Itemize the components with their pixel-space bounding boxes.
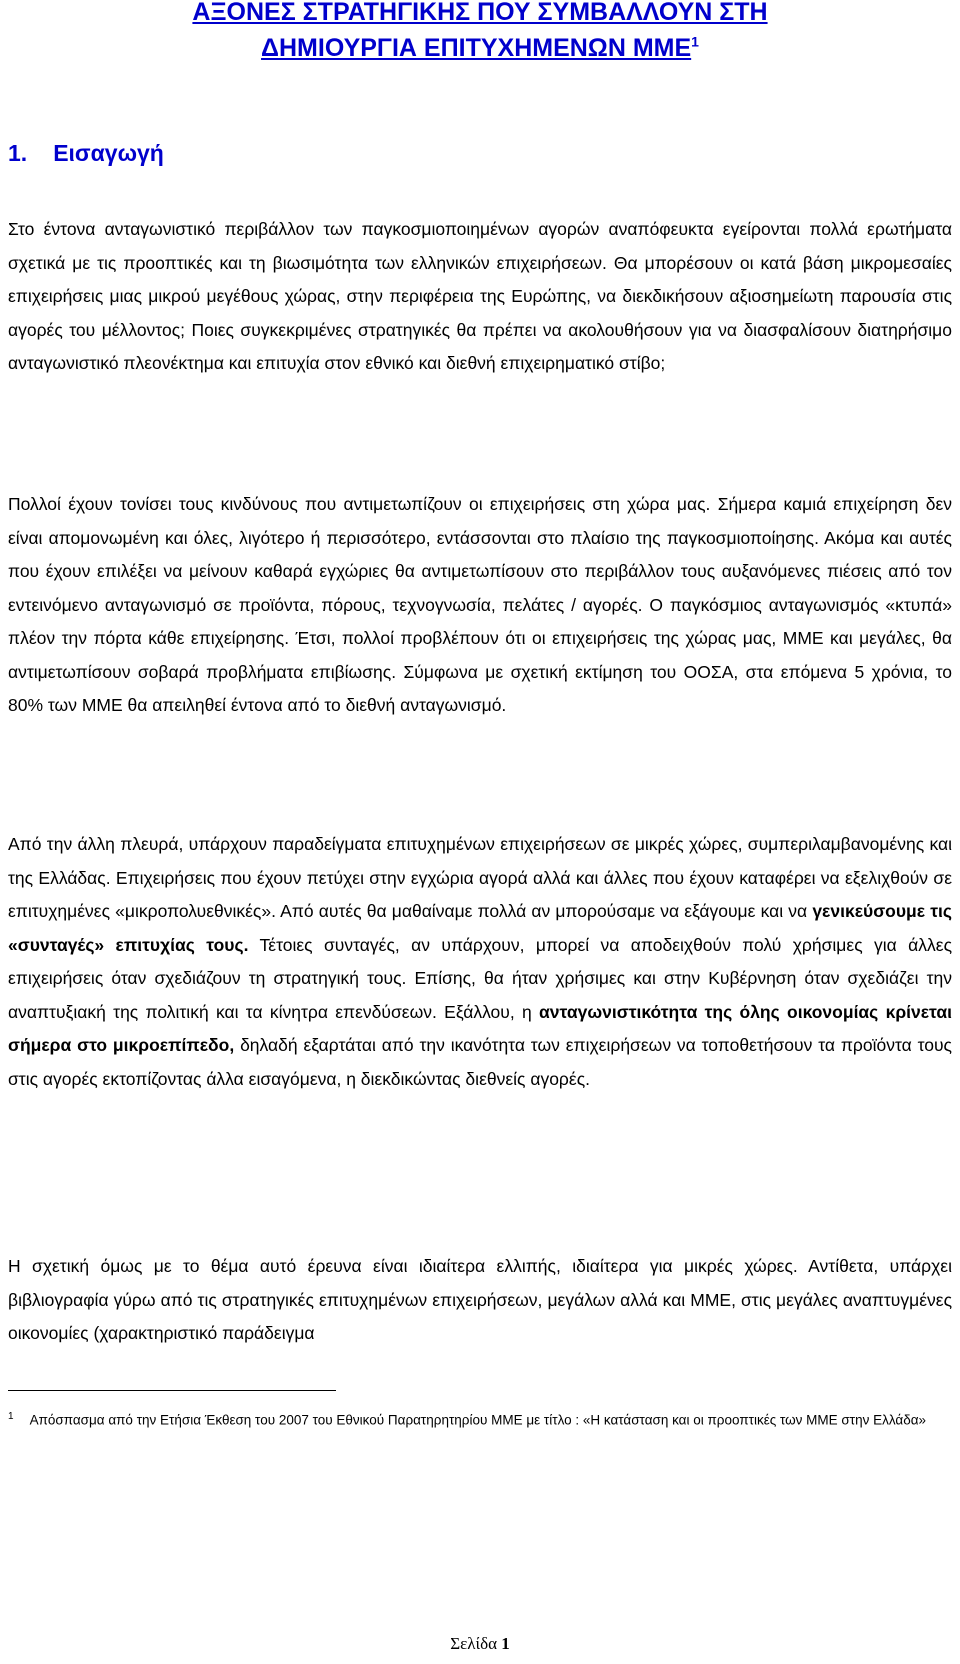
page-number-value: 1 [501,1634,510,1653]
section-number: 1. [8,140,28,166]
paragraph-text: δηλαδή εξαρτάται από την ικανότητα των επιχειρήσεων να τοποθετήσουν τα προϊόντα τους στις αγορές εκτοπίζοντας άλλα εισαγόμενα, η διεκδικώντας διεθνείς αγορές. [8,1035,952,1089]
section-title: Εισαγωγή [53,140,164,166]
title-line-2: ΔΗΜΙΟΥΡΓΙΑ ΕΠΙΤΥΧΗΜΕΝΩΝ ΜΜΕ [261,34,692,62]
paragraph-research: Η σχετική όμως με το θέμα αυτό έρευνα είναι ιδιαίτερα ελλιπής, ιδιαίτερα για μικρές χώρες. Αντίθετα, υπάρχει βιβλιογραφία γύρω από τις στρατηγικές επιτυχημένων επιχειρήσεων, μεγάλων αλλά και ΜΜΕ, στις μεγάλες αναπτυγμένες οικονομίες (χαρακτηριστικό παράδειγμα [8,1256,952,1343]
paragraph-risks: Πολλοί έχουν τονίσει τους κινδύνους που αντιμετωπίζουν οι επιχειρήσεις στη χώρα μας. Σήμερα καμιά επιχείρηση δεν είναι απομονωμένη και όλες, λιγότερο ή περισσότερο, εντάσσονται στο πλαίσιο της παγκοσμιοποίησης. Ακόμα και αυτές που έχουν επιλέξει να μείνουν καθαρά εγχώριες θα αντιμετωπίσουν στο περιβάλλον τους αυξανόμενες πιέσεις από τον εντεινόμενο ανταγωνισμό σε προϊόντα, πόρους, τεχνογνωσία, πελάτες / αγορές. Ο παγκόσμιος ανταγωνισμός «κτυπά» πλέον την πόρτα κάθε επιχείρησης. Έτσι, πολλοί προβλέπουν ότι οι επιχειρήσεις της χώρας μας, ΜΜΕ και μεγάλες, θα αντιμετωπίσουν σοβαρά προβλήματα επιβίωσης. Σύμφωνα με σχετική εκτίμηση του ΟΟΣΑ, στα επόμενα 5 χρόνια, το 80% των ΜΜΕ θα απειληθεί έντονα από το διεθνή ανταγωνισμό. [8,494,952,715]
bold-phrase: ανταγωνιστικότητα της όλης οικονομίας κρίνεται σήμερα στο μικροεπίπεδο, [8,1001,953,1055]
footnote [8,1406,952,1432]
section-heading [8,140,164,167]
bold-phrase: γενικεύσουμε τις «συνταγές» επιτυχίας τους. [8,901,952,955]
document-title [0,0,960,66]
paragraph-success-examples [8,828,952,1096]
page-number [0,1634,960,1654]
paragraph-intro: Στο έντονα ανταγωνιστικό περιβάλλον των παγκοσμιοποιημένων αγορών αναπόφευκτα εγείρονται πολλά ερωτήματα σχετικά με τις προοπτικές και τη βιωσιμότητα των ελληνικών επιχειρήσεων. Θα μπορέσουν οι κατά βάση μικρομεσαίες επιχειρήσεις μιας μικρού μεγέθους χώρας, στην περιφέρεια της Ευρώπης, να διεκδικήσουν αξιοσημείωτη παρουσία στις αγορές του μέλλοντος; Ποιες συγκεκριμένες στρατηγικές θα πρέπει να ακολουθήσουν για να διασφαλίσουν διατηρήσιμο ανταγωνιστικό πλεονέκτημα και επιτυχία στον εθνικό και διεθνή επιχειρηματικό στίβο; [8,219,952,373]
paragraph-text: Τέτοιες συνταγές, αν υπάρχουν, μπορεί να αποδειχθούν πολύ χρήσιμες για άλλες επιχειρήσεις όταν σχεδιάζουν τη στρατηγική τους. Επίσης, θα ήταν χρήσιμες και στην Κυβέρνηση όταν σχεδιάζει την αναπτυξιακή της πολιτική και τα κίνητρα επενδύσεων. Εξάλλου, η [8,934,952,1022]
title-footnote-ref[interactable]: 1 [691,33,699,50]
paragraph-text: Από την άλλη πλευρά, υπάρχουν παραδείγματα επιτυχημένων επιχειρήσεων σε μικρές χώρες, συμπεριλαμβανομένης και της Ελλάδας. Επιχειρήσεις που έχουν πετύχει στην εγχώρια αγορά αλλά και άλλες που έχουν καταφέρει να εξελιχθούν σε επιτυχημένες «μικροπολυεθνικές». Από αυτές θα μαθαίναμε πολλά αν μπορούσαμε να εξάγουμε και να [8,834,952,921]
title-line-1: ΑΞΟΝΕΣ ΣΤΡΑΤΗΓΙΚΗΣ ΠΟΥ ΣΥΜΒΑΛΛΟΥΝ ΣΤΗ [192,0,768,26]
footnote-separator [8,1390,336,1391]
footnote-mark: 1 [8,1411,14,1422]
footnote-text: Απόσπασμα από την Ετήσια Έκθεση του 2007 του Εθνικού Παρατηρητηρίου ΜΜΕ με τίτλο : «Η κατάσταση και οι προοπτικές των ΜΜΕ στην Ελλάδα» [29,1412,927,1428]
page-label: Σελίδα [450,1634,498,1653]
